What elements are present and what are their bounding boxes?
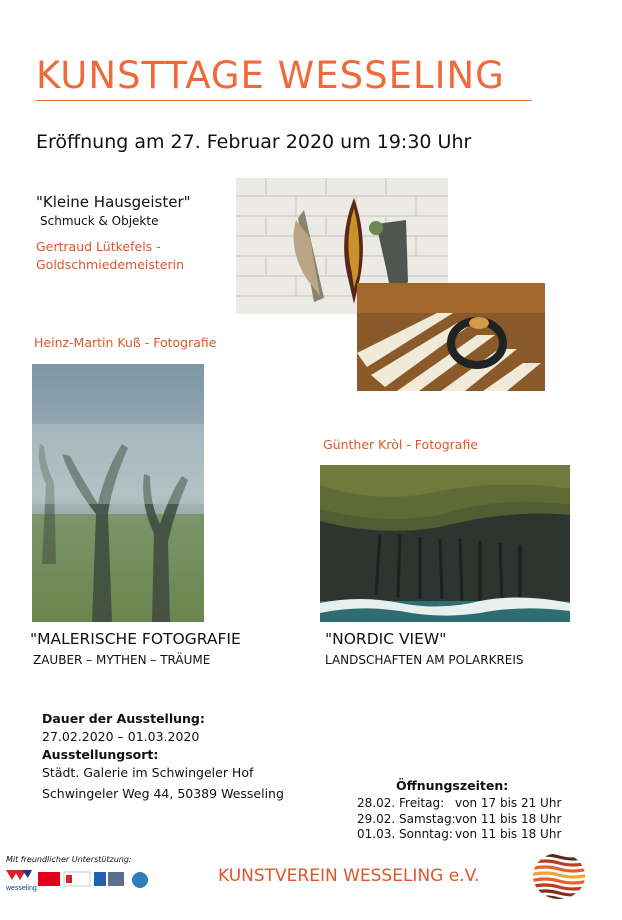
hours-date: 29.02. — [357, 811, 396, 826]
sponsor-logos — [4, 866, 154, 896]
hours-row — [357, 827, 561, 843]
exhibit1-artist — [36, 238, 184, 274]
exhibit1-artist-line2: Goldschmiedemeisterin — [36, 257, 184, 272]
photo-trees-fog — [32, 364, 204, 622]
kiwi-logo-icon — [132, 872, 148, 888]
poster-title: KUNSTTAGE WESSELING — [36, 54, 505, 97]
exhibit3-title: "NORDIC VIEW" — [325, 630, 447, 648]
support-note: Mit freundlicher Unterstützung: — [6, 855, 132, 864]
exhibit1-title: "Kleine Hausgeister" — [36, 193, 191, 211]
hours-date: 01.03. — [357, 827, 396, 841]
photo-ring — [357, 283, 545, 391]
bank-logo-icon — [38, 872, 60, 886]
exhibit1-artist-line1: Gertraud Lütkefels - — [36, 239, 161, 254]
title-underline — [36, 100, 532, 101]
exhibit1-subtitle: Schmuck & Objekte — [40, 214, 159, 228]
exhibit2-subtitle: ZAUBER – MYTHEN – TRÄUME — [33, 653, 211, 667]
sponsor-logo-icon-2 — [108, 872, 124, 886]
hours-time: von 11 bis 18 Uhr — [455, 827, 562, 841]
wesseling-logo-icon — [5, 870, 37, 892]
hours-day: Sonntag: — [399, 827, 453, 841]
exhibit3-subtitle: LANDSCHAFTEN AM POLARKREIS — [325, 653, 524, 667]
hours-time: von 11 bis 18 Uhr — [455, 811, 562, 826]
exhibition-info — [42, 710, 253, 782]
hours-day: Freitag: — [399, 796, 445, 810]
location-street: Schwingeler Weg 44, 50389 Wesseling — [42, 786, 284, 801]
exhibit2-title: "MALERISCHE FOTOGRAFIE — [30, 630, 241, 648]
hours-title: Öffnungszeiten: — [396, 778, 509, 793]
club-logo-icon — [530, 851, 588, 901]
hours-row — [357, 812, 561, 828]
club-name: KUNSTVEREIN WESSELING e.V. — [218, 866, 480, 886]
location-label: Ausstellungsort: — [42, 747, 159, 762]
hours-table — [357, 796, 561, 843]
opening-line: Eröffnung am 27. Februar 2020 um 19:30 Uhr — [36, 131, 472, 153]
hours-time: von 17 bis 21 Uhr — [455, 796, 562, 810]
photo-basalt-cliff — [320, 465, 570, 622]
exhibit3-artist: Günther Kròl - Fotografie — [323, 437, 479, 452]
duration-value: 27.02.2020 – 01.03.2020 — [42, 729, 200, 744]
sponsor-logo-text: wesseling — [6, 885, 37, 892]
hours-date: 28.02. — [357, 796, 396, 810]
exhibit2-artist: Heinz-Martin Kuß - Fotografie — [34, 335, 217, 350]
sponsor-logo-icon — [94, 872, 106, 886]
hours-day: Samstag: — [399, 811, 456, 826]
duration-label: Dauer der Ausstellung: — [42, 711, 205, 726]
hours-row — [357, 796, 561, 812]
location-name: Städt. Galerie im Schwingeler Hof — [42, 765, 254, 780]
